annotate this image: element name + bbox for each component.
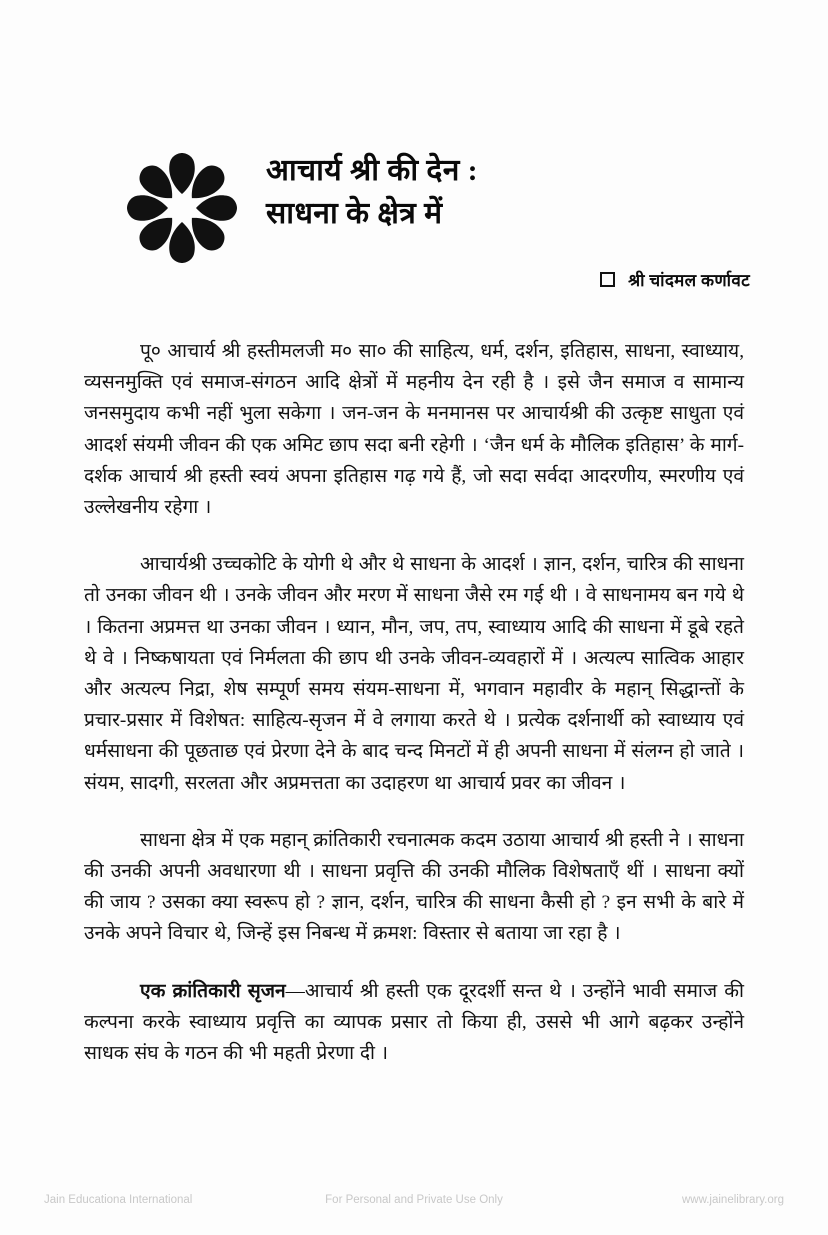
title-line-2: साधना के क्षेत्र में [266, 196, 443, 230]
paragraph [84, 336, 744, 523]
paragraph-lead-in: एक क्रांतिकारी सृजन [140, 980, 286, 1002]
author-name: श्री चांदमल कर्णावट [628, 271, 750, 290]
paragraph-text: आचार्यश्री उच्चकोटि के योगी थे और थे साधना के आदर्श । ज्ञान, दर्शन, चारित्र की साधना तो उनका जीवन थी । उनके जीवन और मरण में साधना जैसे रम गई थी । वे साधनामय बन गये थे । कितना अप्रमत्त था उनका जीवन । ध्यान, मौन, जप, तप, स्वाध्याय आदि की साधना में डूबे रहते थे वे । निष्कषायता एवं निर्मलता की छाप थी उनके जीवन-व्यवहारों में । अत्यल्प सात्विक आहार और अत्यल्प निद्रा, शेष सम्पूर्ण समय संयम-साधना में, भगवान महावीर के महान् सिद्धान्तों के प्रचार-प्रसार में विशेषत: साहित्य-सृजन में वे लगाया करते थे । प्रत्येक दर्शनार्थी को स्वाध्याय एवं धर्मसाधना की पूछताछ एवं प्रेरणा देने के बाद चन्द मिनटों में ही अपनी साधना में संलग्न हो जाते । संयम, सादगी, सरलता और अप्रमत्तता का उदाहरण था आचार्य प्रवर का जीवन । [84, 554, 744, 794]
paragraph-text: पू० आचार्य श्री हस्तीमलजी म० सा० की साहित्य, धर्म, दर्शन, इतिहास, साधना, स्वाध्याय, व्यसनमुक्ति एवं समाज-संगठन आदि क्षेत्रों में महनीय देन रही है । इसे जैन समाज व सामान्य जनसमुदाय कभी नहीं भुला सकेगा । जन-जन के मनमानस पर आचार्यश्री की उत्कृष्ट साधुता एवं आदर्श संयमी जीवन की एक अमिट छाप सदा बनी रहेगी । ‘जैन धर्म के मौलिक इतिहास’ के मार्ग-दर्शक आचार्य श्री हस्ती स्वयं अपना इतिहास गढ़ गये हैं, जो सदा सर्वदा आदरणीय, स्मरणीय एवं उल्लेखनीय रहेगा । [84, 341, 744, 519]
paragraph-text: साधना क्षेत्र में एक महान् क्रांतिकारी रचनात्मक कदम उठाया आचार्य श्री हस्ती ने । साधना की उनकी अपनी अवधारणा थी । साधना प्रवृत्ति की उनकी मौलिक विशेषताएँ थीं । साधना क्यों की जाय ? उसका क्या स्वरूप हो ? ज्ञान, दर्शन, चारित्र की साधना कैसी हो ? इन सभी के बारे में उनके अपने विचार थे, जिन्हें इस निबन्ध में क्रमश: विस्तार से बताया जा रहा है । [84, 829, 744, 945]
paragraph [84, 825, 744, 950]
footer-center-text: For Personal and Private Use Only [325, 1194, 503, 1206]
page-footer [0, 1189, 828, 1211]
eight-petal-flower-icon [126, 152, 238, 264]
paragraph-text: —आचार्य श्री हस्ती एक दूरदर्शी सन्त थे । उन्होंने भावी समाज की कल्पना करके स्वाध्याय प्रवृत्ति का व्यापक प्रसार तो किया ही, उससे भी आगे बढ़कर उन्होंने साधक संघ के गठन की भी महती प्रेरणा दी । [84, 980, 744, 1065]
paragraph [84, 976, 744, 1070]
footer-right-link[interactable]: www.jainelibrary.org [681, 1194, 784, 1206]
footer-left-text: Jain Educationa International [44, 1194, 193, 1206]
page-title [266, 148, 478, 235]
page-header [126, 148, 766, 264]
author-byline [600, 268, 750, 291]
article-body [84, 336, 744, 1069]
title-line-1: आचार्य श्री की देन : [266, 154, 479, 187]
paragraph [84, 549, 744, 799]
square-bullet-icon [600, 272, 615, 287]
